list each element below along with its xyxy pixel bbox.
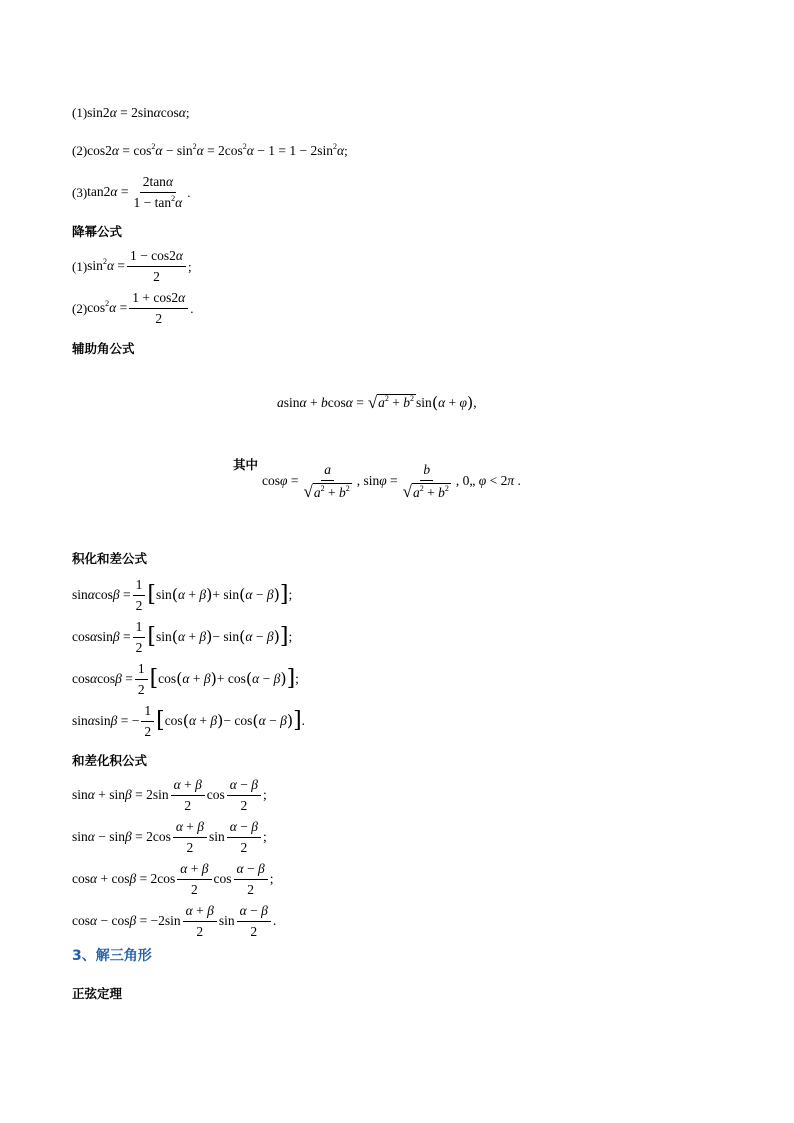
heading-power-reduction: 降幂公式 [72,224,123,239]
formula-label: (1) [72,105,88,121]
formula-power-reduction-sin: (1) $\sin^2\alpha$ = $\frac{1 - \cos 2\alpha}{2}$ ; [72,248,192,284]
formula-auxiliary-angle-where: cosφ = a √ $a^2 + b^2$ , sinφ = b √ $a^2 + b^2$ , 0„ φ < 2π . [262,462,521,501]
heading-auxiliary-angle: 辅助角公式 [72,341,135,356]
formula-sum-to-product-3: cosα + cosβ = 2cos $\frac{\alpha + \beta}{2}$ cos $\frac{\alpha - \beta}{2}$ ; [72,861,274,897]
formula-product-to-sum-2: cosαsinβ = $\frac{1}{2}$ [ sin ( α + β ) − sin ( α − β ) ] ; [72,619,293,655]
heading-law-of-sines: 正弦定理 [72,986,123,1001]
formula-label: (3) [72,184,88,200]
formula-product-to-sum-3: cosαcosβ = $\frac{1}{2}$ [ cos ( α + β ) + cos ( α − β ) ] ; [72,661,299,697]
heading-product-to-sum: 积化和差公式 [72,551,148,566]
formula-double-angle-sin: (1) sin2α = 2sinαcosα ; [72,105,190,121]
formula-sum-to-product-4: cosα − cosβ = −2sin $\frac{\alpha + \beta}{2}$ sin $\frac{\alpha - \beta}{2}$ . [72,903,277,939]
formula-label: (2) [72,300,88,316]
formula-double-angle-cos: (2) $\cos 2\alpha = \cos^2\alpha - \sin^2\alpha = 2\cos^2\alpha - 1 = 1 - 2\sin^2\alpha$ ; [72,142,348,159]
section-heading-solving-triangles: 3、解三角形 [72,948,152,964]
formula-power-reduction-cos: (2) $\cos^2\alpha$ = $\frac{1 + \cos 2\alpha}{2}$ . [72,290,194,326]
formula-sum-to-product-2: sinα − sinβ = 2cos $\frac{\alpha + \beta}{2}$ sin $\frac{\alpha - \beta}{2}$ ; [72,819,267,855]
formula-label: (2) [72,143,88,159]
formula-auxiliary-angle: asinα + bcosα = √ $a^2 + b^2$ sin ( α + φ ) , [277,392,477,412]
heading-sum-to-product: 和差化积公式 [72,753,148,768]
formula-double-angle-tan: (3) tan2α = $\frac{2\tan\alpha}{1 - \tan^2\alpha}$ . [72,174,191,210]
formula-product-to-sum-1: sinαcosβ = $\frac{1}{2}$ [ sin ( α + β ) + sin ( α − β ) ] ; [72,577,293,613]
formula-label: (1) [72,258,88,274]
formula-product-to-sum-4: sinαsinβ = − $\frac{1}{2}$ [ cos ( α + β ) − cos ( α − β ) ] . [72,703,306,739]
formula-sum-to-product-1: sinα + sinβ = 2sin $\frac{\alpha + \beta}{2}$ cos $\frac{\alpha - \beta}{2}$ ; [72,777,267,813]
label-where: 其中 [233,457,259,472]
